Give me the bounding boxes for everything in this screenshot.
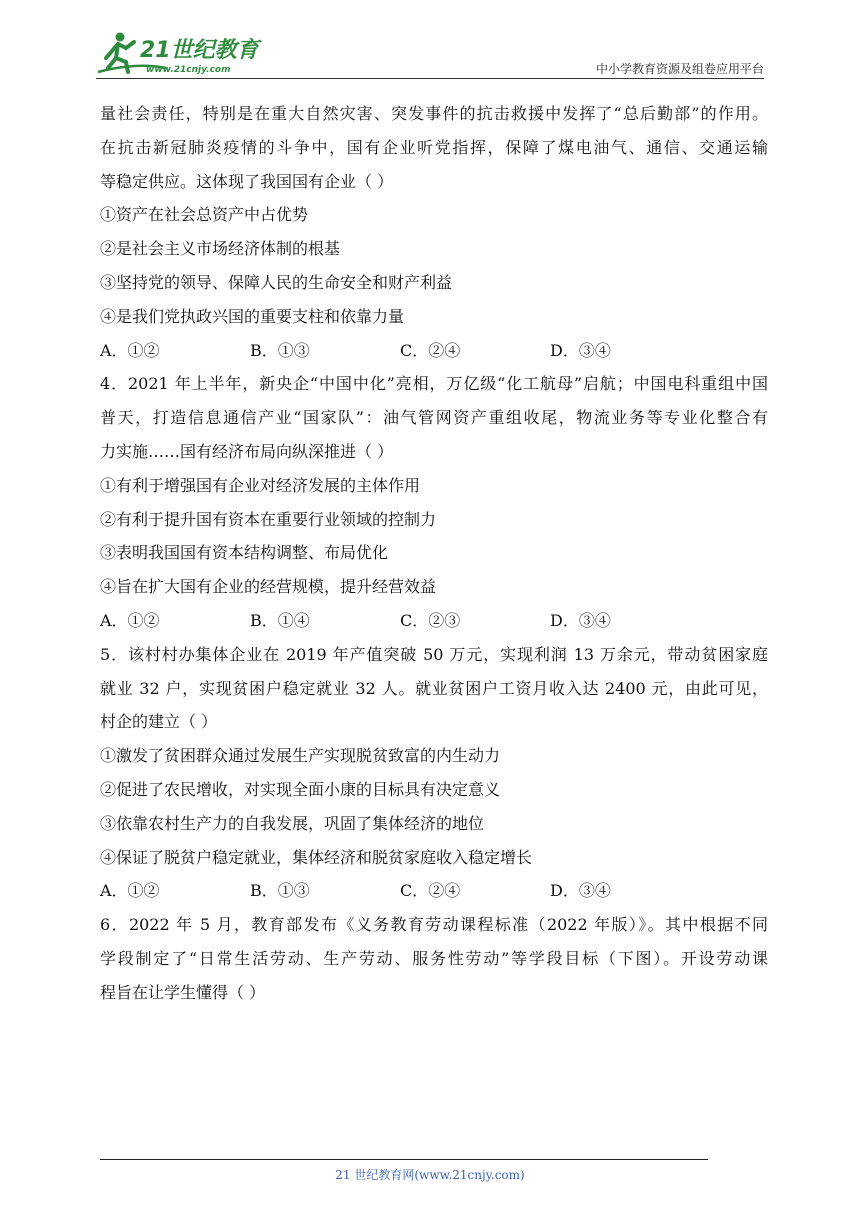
choice-b: B．①④ bbox=[250, 610, 310, 630]
q5-choices bbox=[100, 874, 768, 908]
q4-stem-line: 普天，打造信息通信产业“国家队”：油气管网资产重组收尾，物流业务等专业化整合有 bbox=[100, 408, 768, 428]
q5-statement: ①激发了贫困群众通过发展生产实现脱贫致富的内生动力 bbox=[100, 746, 501, 766]
q5-statement: ③依靠农村生产力的自我发展，巩固了集体经济的地位 bbox=[100, 813, 485, 833]
q5-statement: ②促进了农民增收，对实现全面小康的目标具有决定意义 bbox=[100, 779, 501, 799]
q4-statement: ②有利于提升国有资本在重要行业领域的控制力 bbox=[100, 509, 437, 529]
q5-stem-line: 村企的建立（ ） bbox=[100, 712, 218, 732]
choice-d: D．③④ bbox=[550, 340, 611, 360]
page-header bbox=[96, 28, 764, 80]
q6-stem-line: 程旨在让学生懂得（ ） bbox=[100, 982, 266, 1002]
choice-a: A．①② bbox=[100, 610, 160, 630]
footer-text: 21 世纪教育网(www.21cnjy.com) bbox=[335, 1168, 525, 1182]
q3-choices bbox=[100, 334, 768, 368]
q3-statement: ①资产在社会总资产中占优势 bbox=[100, 205, 309, 225]
q4-stem-line: 力实施……国有经济布局向纵深推进（ ） bbox=[100, 441, 394, 461]
choice-c: C．②③ bbox=[400, 610, 461, 630]
q3-statement: ③坚持党的领导、保障人民的生命安全和财产利益 bbox=[100, 272, 453, 292]
q3-stem-line: 在抗击新冠肺炎疫情的斗争中，国有企业听党指挥，保障了煤电油气、通信、交通运输 bbox=[100, 137, 768, 157]
q4-statement: ③表明我国国有资本结构调整、布局优化 bbox=[100, 543, 389, 563]
q3-statement: ④是我们党执政兴国的重要支柱和依靠力量 bbox=[100, 306, 405, 326]
logo-21cnjy bbox=[96, 28, 266, 76]
q4-stem-line: 4．2021 年上半年，新央企“中国中化”亮相，万亿级“化工航母”启航；中国电科重组中国 bbox=[100, 374, 768, 394]
footer-divider bbox=[100, 1159, 708, 1160]
q3-stem-line: 等稳定供应。这体现了我国国有企业（ ） bbox=[100, 171, 394, 191]
q6-stem-line: 6．2022 年 5 月，教育部发布《义务教育劳动课程标准（2022 年版）》。其中根据不同 bbox=[100, 915, 768, 935]
choice-c: C．②④ bbox=[400, 881, 461, 901]
choice-b: B．①③ bbox=[250, 881, 310, 901]
choice-d: D．③④ bbox=[550, 881, 611, 901]
choice-b: B．①③ bbox=[250, 340, 310, 360]
svg-text:21世纪教育: 21世纪教育 bbox=[140, 38, 259, 63]
question-content bbox=[100, 97, 768, 1010]
q4-statement: ④旨在扩大国有企业的经营规模，提升经营效益 bbox=[100, 577, 437, 597]
q5-stem-line: 就业 32 户，实现贫困户稳定就业 32 人。就业贫困户工资月收入达 2400 元，由此可见， bbox=[100, 678, 768, 698]
q5-statement: ④保证了脱贫户稳定就业，集体经济和脱贫家庭收入稳定增长 bbox=[100, 847, 533, 867]
choice-d: D．③④ bbox=[550, 610, 611, 630]
platform-name: 中小学教育资源及组卷应用平台 bbox=[595, 62, 764, 76]
svg-text:www.21cnjy.com: www.21cnjy.com bbox=[146, 65, 231, 75]
q6-stem-line: 学段制定了“日常生活劳动、生产劳动、服务性劳动”等学段目标（下图）。开设劳动课 bbox=[100, 948, 768, 968]
choice-a: A．①② bbox=[100, 340, 160, 360]
header-divider bbox=[96, 78, 764, 79]
q3-statement: ②是社会主义市场经济体制的根基 bbox=[100, 239, 341, 259]
q5-stem-line: 5．该村村办集体企业在 2019 年产值突破 50 万元，实现利润 13 万余元，带动贫困家庭 bbox=[100, 644, 768, 664]
choice-a: A．①② bbox=[100, 881, 160, 901]
q4-statement: ①有利于增强国有企业对经济发展的主体作用 bbox=[100, 475, 421, 495]
choice-c: C．②④ bbox=[400, 340, 461, 360]
q3-stem-line: 量社会责任，特别是在重大自然灾害、突发事件的抗击救援中发挥了“总后勤部”的作用。 bbox=[100, 104, 768, 123]
q4-choices bbox=[100, 604, 768, 638]
